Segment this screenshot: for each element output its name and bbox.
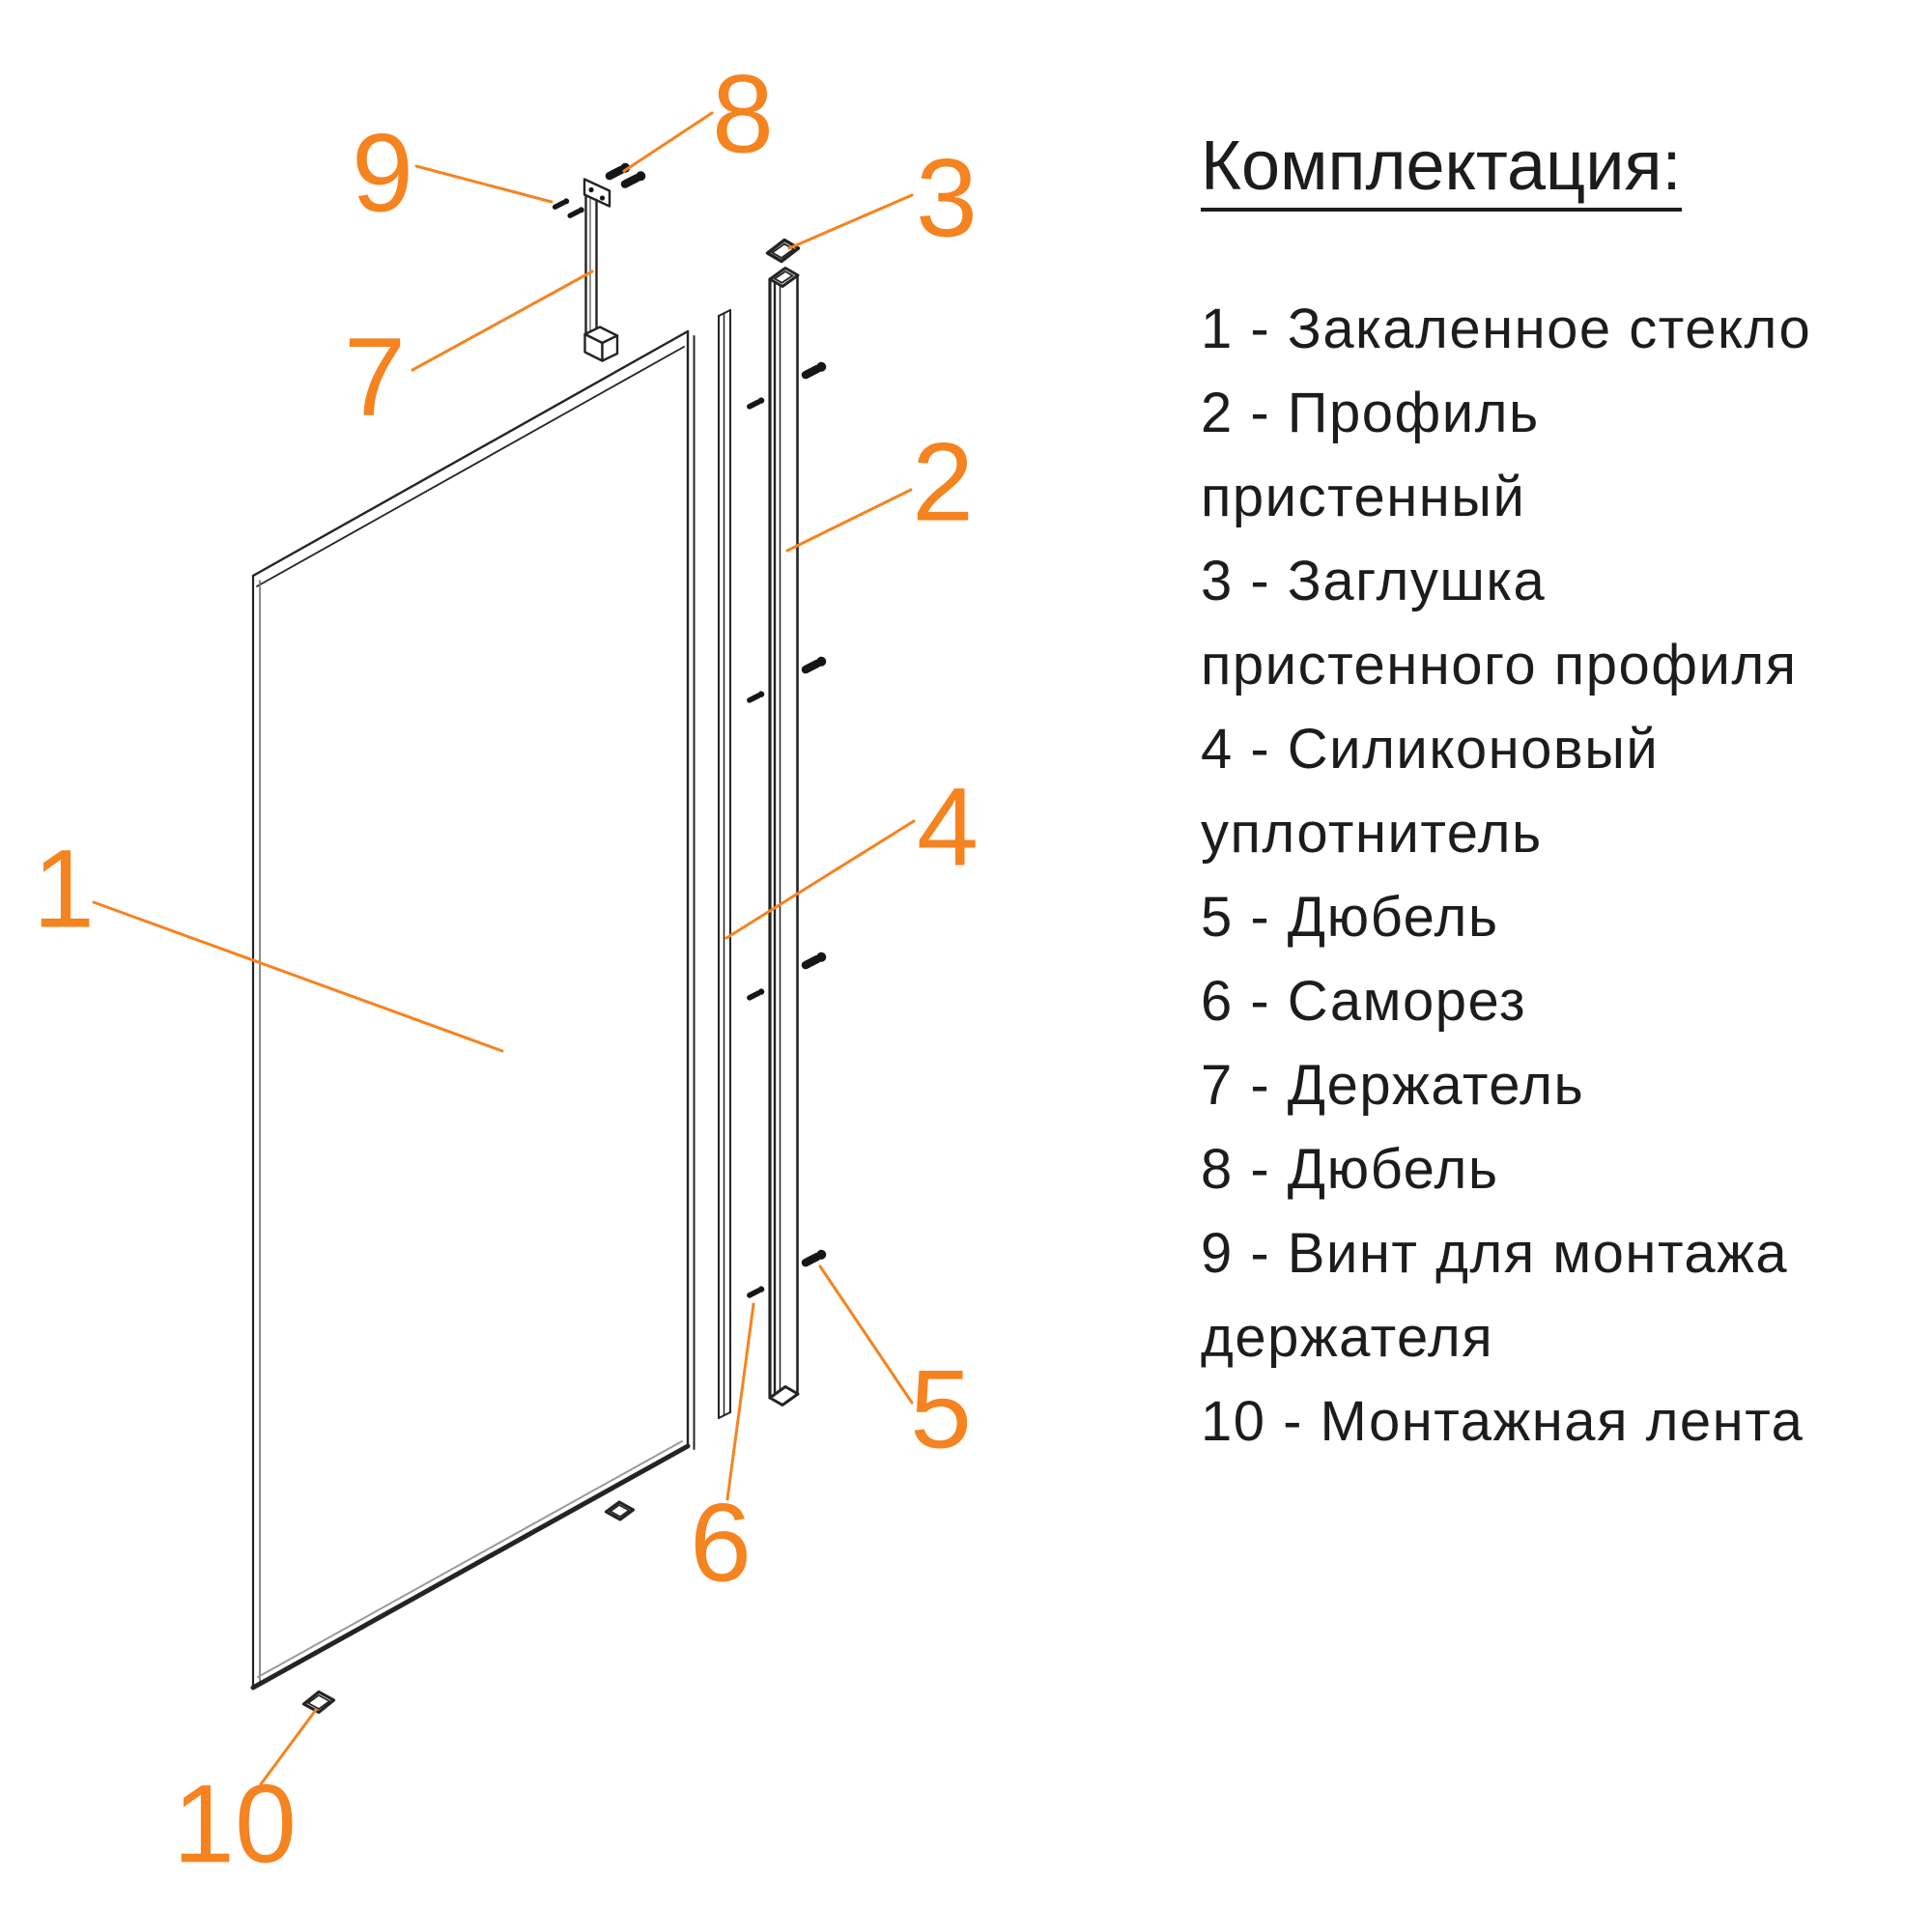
leader-6 [727, 1304, 753, 1499]
glass-panel [253, 331, 695, 1688]
leader-9 [416, 166, 552, 202]
legend-line-12: 9 - Винт для монтажа [1201, 1222, 1789, 1285]
legend-line-14: 10 - Монтажная лента [1201, 1390, 1804, 1453]
part-label-9: 9 [352, 111, 413, 236]
legend-line-1: 1 - Закаленное стекло [1201, 298, 1812, 360]
leader-1 [94, 902, 502, 1051]
part-label-5: 5 [910, 1348, 972, 1472]
wall-dowels [800, 360, 828, 1268]
holder-screw-pair [552, 197, 585, 219]
part-label-6: 6 [690, 1481, 752, 1605]
leader-2 [787, 490, 911, 551]
legend-line-6: 4 - Силиконовый [1201, 718, 1660, 781]
silicone-seal [719, 310, 730, 1418]
legend-line-2: 2 - Профиль [1201, 382, 1540, 444]
legend-line-8: 5 - Дюбель [1201, 886, 1499, 949]
leader-8 [624, 113, 712, 171]
holder [584, 180, 617, 361]
legend-line-9: 6 - Саморез [1201, 970, 1527, 1033]
legend-panel [1201, 287, 1896, 1463]
legend-line-7: уплотнитель [1201, 802, 1543, 865]
part-label-3: 3 [916, 136, 978, 261]
legend-line-10: 7 - Держатель [1201, 1054, 1585, 1117]
legend-title: Комплектация: [1201, 131, 1682, 212]
glass-hatch-pattern [275, 437, 674, 1600]
part-label-2: 2 [912, 420, 974, 545]
mounting-tape-piece-bottom-center [607, 1502, 634, 1520]
part-label-1: 1 [33, 827, 95, 952]
leader-5 [820, 1266, 912, 1403]
legend-line-13: держателя [1201, 1306, 1494, 1369]
holder-dowel-pair [604, 161, 647, 190]
legend-line-4: 3 - Заглушка [1201, 550, 1547, 612]
leader-4 [726, 821, 914, 938]
profile-cap [768, 241, 799, 262]
part-label-7: 7 [344, 315, 406, 440]
part-label-8: 8 [712, 52, 774, 177]
legend-line-11: 8 - Дюбель [1201, 1138, 1499, 1201]
leader-lines [94, 113, 914, 1784]
part-label-4: 4 [917, 765, 979, 890]
legend-line-5: пристенного профиля [1201, 634, 1798, 696]
leader-7 [412, 271, 592, 370]
wall-profile [770, 269, 798, 1406]
wall-screws [746, 396, 765, 1299]
legend-line-3: пристенный [1201, 466, 1526, 528]
mounting-tape-piece-bottom-left [304, 1692, 334, 1713]
leader-3 [789, 195, 912, 248]
part-label-10: 10 [173, 1762, 297, 1887]
